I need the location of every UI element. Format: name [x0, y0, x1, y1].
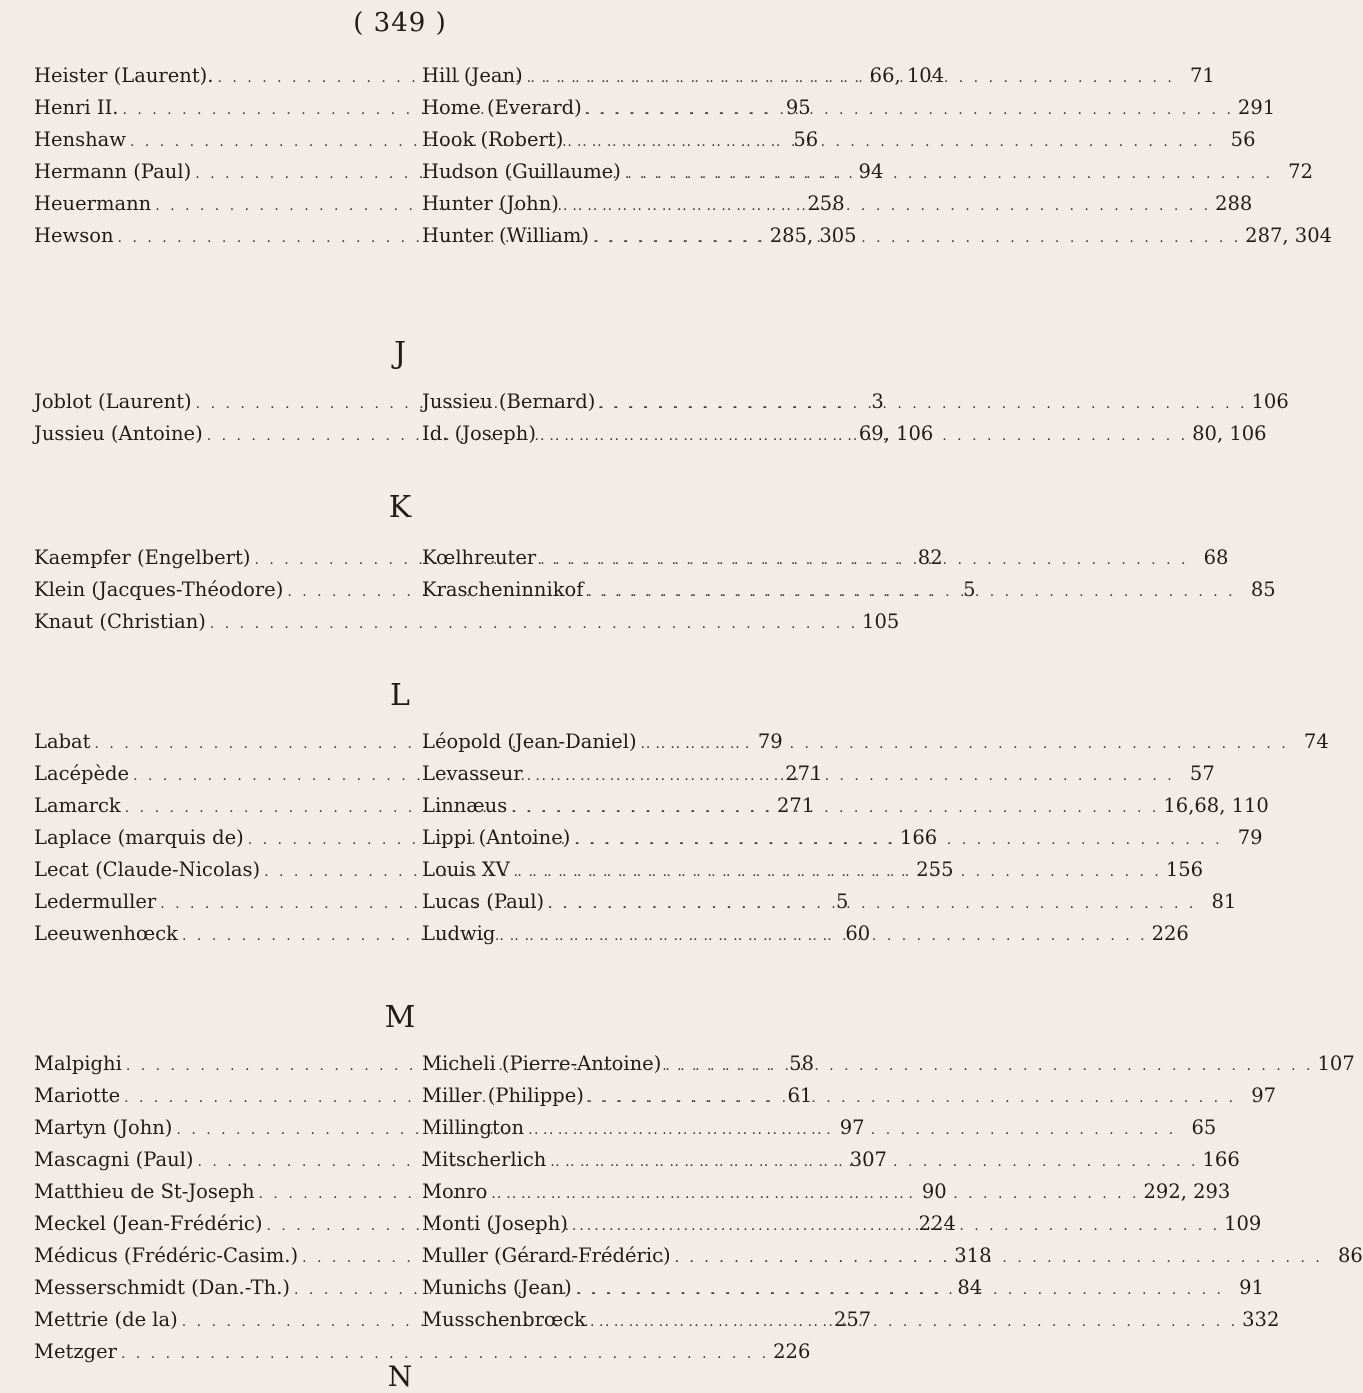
entry-pages: 5	[835, 890, 849, 913]
entry-name: Mitscherlich	[422, 1148, 547, 1171]
index-section-l	[34, 730, 1329, 954]
entry-pages: 74	[1303, 730, 1329, 753]
entry-pages: 271	[785, 762, 823, 785]
entry-pages: 58	[789, 1052, 814, 1075]
entry-name: Mariotte	[34, 1084, 121, 1107]
entry-name: Meckel (Jean-Frédéric)	[34, 1212, 263, 1235]
entry-name: Home (Everard)	[422, 96, 582, 119]
entry-name: Lippi (Antoine)	[422, 826, 571, 849]
entry-name: Mascagni (Paul)	[34, 1148, 194, 1171]
entry-name: Joblot (Laurent)	[34, 390, 192, 413]
dot-leader	[499, 928, 1147, 944]
entry-name: Millington	[422, 1116, 525, 1139]
entry-pages: 97	[839, 1116, 865, 1139]
entry-name: Hook (Robert)	[422, 128, 564, 151]
entry-name: Hermann (Paul)	[34, 160, 192, 183]
entry-name: Jussieu (Antoine)	[34, 422, 203, 445]
entry-name: Laplace (marquis de)	[34, 826, 244, 849]
entry-name: Miller (Philippe)	[422, 1084, 584, 1107]
entry-name: Linnæus	[422, 794, 508, 817]
entry-name: Henshaw	[34, 128, 126, 151]
entry-pages: 91	[1239, 1276, 1264, 1299]
entry-pages: 5	[963, 578, 976, 601]
dot-leader	[540, 552, 1188, 568]
dot-leader	[514, 864, 1162, 880]
entry-pages: 106	[1251, 390, 1289, 413]
dot-leader	[528, 1122, 1176, 1138]
dot-leader	[588, 1090, 1236, 1106]
entry-name: Micheli (Pierre-Antoine)	[422, 1052, 662, 1075]
entry-pages: 81	[1211, 890, 1237, 913]
letter-heading-k: K	[388, 490, 412, 525]
entry-pages: 65	[1191, 1116, 1217, 1139]
entry-pages: 69, 106	[858, 422, 934, 445]
entry-name: Monti (Joseph)	[422, 1212, 568, 1235]
entry-pages: 57	[1189, 762, 1215, 785]
entry-name: Ludwig	[422, 922, 496, 945]
entry-pages: 97	[1251, 1084, 1277, 1107]
entry-name: Musschenbrœck	[422, 1308, 586, 1331]
entry-pages: 79	[757, 730, 783, 753]
entry-pages: 257	[833, 1308, 872, 1331]
entry-name: Heister (Laurent).	[34, 64, 214, 87]
entry-pages: 90	[921, 1180, 947, 1203]
entry-name: Hudson (Guillaume)	[422, 160, 621, 183]
entry-pages: 68	[1203, 546, 1229, 569]
dot-leader	[599, 396, 1247, 412]
entry-pages: 80, 106	[1192, 422, 1267, 445]
dot-leader	[576, 1282, 1224, 1298]
entry-pages: 105	[862, 610, 900, 633]
entry-name: Heuermann	[34, 192, 152, 215]
entry-pages: 56	[1230, 128, 1256, 151]
entry-name: Hewson	[34, 224, 114, 247]
entry-name: Muller (Gérard-Frédéric)	[422, 1244, 671, 1267]
entry-name: Jussieu (Bernard)	[422, 390, 596, 413]
dot-leader	[625, 166, 1273, 182]
entry-pages: 288	[1215, 192, 1253, 215]
letter-heading-m: M	[384, 1000, 416, 1035]
entry-name: Messerschmidt (Dan.-Th.)	[34, 1276, 291, 1299]
entry-name: Hunter (John)	[422, 192, 559, 215]
entry-pages: 95	[785, 96, 811, 119]
entry-pages: 255	[916, 858, 954, 881]
dot-leader	[511, 800, 1159, 816]
dot-leader	[527, 768, 1175, 784]
entry-pages: 307	[849, 1148, 887, 1171]
entry-pages: 166	[1202, 1148, 1240, 1171]
entry-pages: 79	[1237, 826, 1263, 849]
index-entry	[422, 578, 1276, 610]
entry-name: Médicus (Frédéric-Casim.)	[34, 1244, 299, 1267]
entry-name: Henri II.	[34, 96, 119, 119]
letter-heading-l: L	[390, 678, 410, 713]
dot-leader	[586, 102, 1234, 118]
entry-pages: 258	[807, 192, 845, 215]
entry-name: Knaut (Christian)	[34, 610, 206, 633]
entry-name: Monro	[422, 1180, 488, 1203]
entry-pages: 285, 305	[769, 224, 857, 247]
dot-leader	[587, 584, 1235, 600]
entry-pages: 82	[917, 546, 943, 569]
entry-name: Klein (Jacques-Théodore)	[34, 578, 284, 601]
entry-pages: 292, 293	[1143, 1180, 1231, 1203]
index-entry	[422, 730, 1329, 762]
index-entry	[422, 128, 1256, 160]
entry-name: Labat	[34, 730, 91, 753]
dot-leader	[567, 134, 1215, 150]
entry-name: Malpighi	[34, 1052, 122, 1075]
entry-name: Kaempfer (Engelbert)	[34, 546, 251, 569]
entry-name: Lucas (Paul)	[422, 890, 545, 913]
dot-leader	[665, 1058, 1313, 1074]
entry-pages: 60	[845, 922, 871, 945]
entry-pages: 156	[1165, 858, 1204, 881]
entry-pages: 224	[918, 1212, 956, 1235]
entry-name: Kœlhreuter	[422, 546, 537, 569]
dot-leader	[540, 428, 1188, 444]
dot-leader	[563, 198, 1211, 214]
entry-name: Lamarck	[34, 794, 121, 817]
entry-name: Ledermuller	[34, 890, 157, 913]
index-section-h	[34, 64, 1333, 256]
entry-pages: 107	[1317, 1052, 1355, 1075]
entry-name: Hill (Jean)	[422, 64, 523, 87]
entry-pages: 85	[1250, 578, 1276, 601]
entry-pages: 86	[1337, 1244, 1363, 1267]
entry-name: Matthieu de St-Joseph	[34, 1180, 255, 1203]
dot-leader	[572, 1218, 1220, 1234]
letter-heading-j: J	[393, 336, 407, 371]
entry-pages: 166	[899, 826, 938, 849]
entry-name: Hunter (William)	[422, 224, 589, 247]
entry-pages: 287, 304	[1245, 224, 1333, 247]
index-section-j	[34, 390, 1289, 454]
entry-name: Id. (Joseph)	[422, 422, 536, 445]
dot-leader	[641, 736, 1289, 752]
index-entry	[34, 610, 900, 642]
entry-pages: 271	[776, 794, 815, 817]
entry-pages: 318	[954, 1244, 992, 1267]
entry-name: Mettrie (de la)	[34, 1308, 178, 1331]
index-entry	[422, 390, 1289, 422]
entry-pages: 66, 104	[869, 64, 945, 87]
entry-pages: 291	[1237, 96, 1276, 119]
entry-pages: 16,68, 110	[1163, 794, 1269, 817]
dot-leader	[574, 832, 1222, 848]
index-section-k	[34, 546, 1276, 642]
entry-name: Levasseur	[422, 762, 523, 785]
dot-leader	[548, 896, 1196, 912]
dot-leader	[675, 1250, 1323, 1266]
entry-pages: 226	[1151, 922, 1189, 945]
entry-pages: 94	[858, 160, 884, 183]
entry-pages: 71	[1190, 64, 1215, 87]
entry-name: Krascheninnikof	[422, 578, 584, 601]
dot-leader	[590, 1314, 1238, 1330]
entry-pages: 61	[787, 1084, 813, 1107]
entry-name: Metzger	[34, 1340, 117, 1363]
index-entry	[422, 890, 1237, 922]
entry-pages: 3	[871, 390, 884, 413]
entry-pages: 72	[1288, 160, 1313, 183]
dot-leader	[550, 1154, 1198, 1170]
entry-name: Munichs (Jean)	[422, 1276, 572, 1299]
entry-pages: 332	[1242, 1308, 1280, 1331]
index-section-m	[34, 1052, 1363, 1372]
entry-pages: 56	[793, 128, 819, 151]
page-number: ( 349 )	[353, 8, 447, 38]
entry-pages: 226	[773, 1340, 811, 1363]
entry-name: Louis XV	[422, 858, 510, 881]
dot-leader	[491, 1186, 1139, 1202]
dot-leader	[593, 230, 1241, 246]
entry-pages: 84	[957, 1276, 983, 1299]
letter-heading-n: N	[387, 1360, 413, 1393]
entry-name: Lecat (Claude-Nicolas)	[34, 858, 261, 881]
entry-name: Lacépède	[34, 762, 130, 785]
dot-leader	[527, 70, 1175, 86]
entry-pages: 109	[1224, 1212, 1262, 1235]
entry-name: Leeuwenhœck	[34, 922, 178, 945]
entry-name: Martyn (John)	[34, 1116, 173, 1139]
entry-name: Léopold (Jean-Daniel)	[422, 730, 637, 753]
